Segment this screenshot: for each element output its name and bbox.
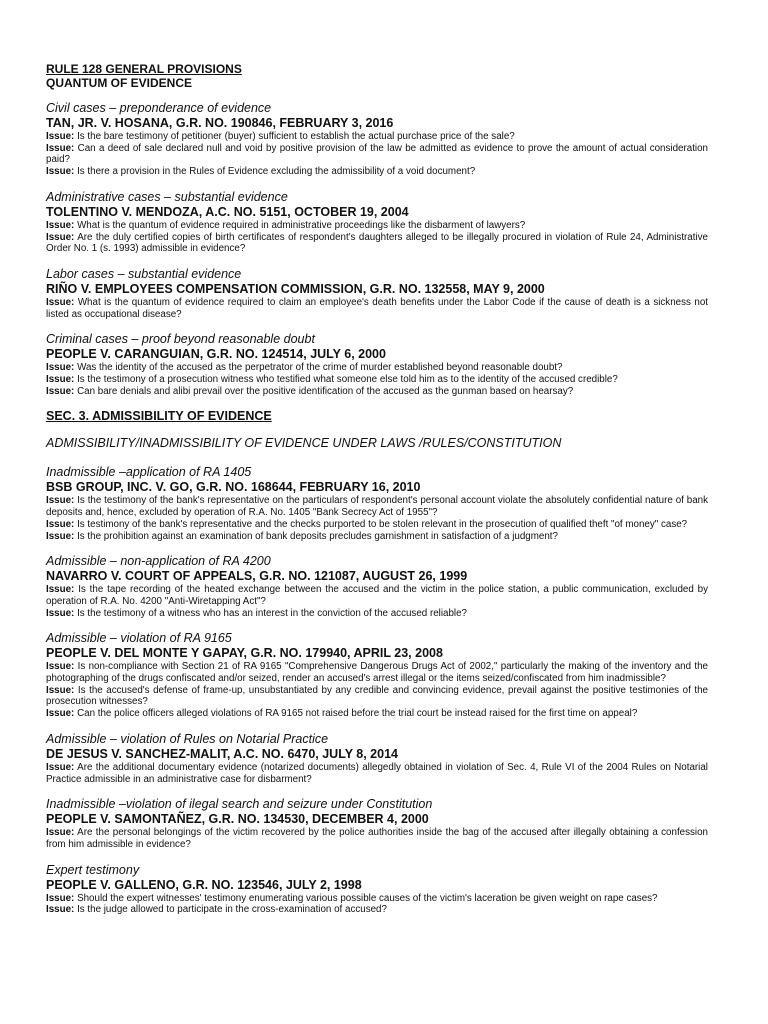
case-title: DE JESUS V. SANCHEZ-MALIT, A.C. NO. 6470, JULY 8, 2014 [46,746,398,761]
case-title: TOLENTINO V. MENDOZA, A.C. NO. 5151, OCTOBER 19, 2004 [46,204,409,219]
case-title: PEOPLE V. SAMONTAÑEZ, G.R. NO. 134530, DECEMBER 4, 2000 [46,812,429,827]
case-category: Admissible – violation of Rules on Notarial Practice [46,731,329,746]
case-title: PEOPLE V. GALLENO, G.R. NO. 123546, JULY 2, 1998 [46,877,362,892]
admissibility-section [46,465,708,916]
issue-label: Issue: [46,827,75,839]
case-entry [46,863,708,916]
case-category: Administrative cases – substantial evidence [46,189,288,204]
case-entry [46,797,708,850]
case-category: Admissible – violation of RA 9165 [46,631,232,646]
issue-label: Issue: [46,761,75,773]
issue-text: Are the personal belongings of the victim recovered by the police authorities inside the bag of the accused after illegally obtaining a confession from him admissible in evidence? [46,827,708,850]
case-title: NAVARRO V. COURT OF APPEALS, G.R. NO. 121087, AUGUST 26, 1999 [46,569,468,584]
case-issue [46,708,708,720]
issue-text: Is the judge allowed to participate in the cross-examination of accused? [77,904,387,916]
case-issue [46,143,708,166]
case-category: Criminal cases – proof beyond reasonable doubt [46,332,315,347]
issue-text: Is the accused's defense of frame-up, unsubstantiated by any credible and convincing evidence, prevail against the positive testimonies of the prosecution witnesses? [46,684,708,708]
issue-label: Issue: [46,904,75,916]
issue-text: Was the identity of the accused as the perpetrator of the crime of murder established beyond reasonable doubt? [77,362,563,374]
issue-label: Issue: [46,385,75,397]
case-entry [46,332,708,397]
case-title: TAN, JR. V. HOSANA, G.R. NO. 190846, FEBRUARY 3, 2016 [46,116,394,130]
case-issue [46,531,708,543]
case-title: PEOPLE V. CARANGUIAN, G.R. NO. 124514, JULY 6, 2000 [46,347,386,362]
case-category: Inadmissible –violation of ilegal search and seizure under Constitution [46,797,433,812]
section-subheading: ADMISSIBILITY/INADMISSIBILITY OF EVIDENCE UNDER LAWS /RULES/CONSTITUTION [46,436,562,451]
issue-label: Issue: [46,661,75,673]
issue-text: Is the tape recording of the heated exchange between the accused and the victim in the police station, a public communication, excluded by operation of R.A. No. 4200 "Anti-Wiretapping Act"? [46,584,708,607]
case-category: Admissible – non-application of RA 4200 [46,554,271,569]
case-issue [46,297,708,320]
issue-label: Issue: [46,684,75,696]
case-category: Civil cases – preponderance of evidence [46,101,272,115]
case-category: Expert testimony [46,862,140,877]
issue-text: Is testimony of the bank's representative and the checks purported to be stolen relevant in the prosecution of qualified theft "of money" case? [77,518,688,530]
issue-label: Issue: [46,495,75,507]
case-issue [46,762,708,785]
case-title: BSB GROUP, INC. V. GO, G.R. NO. 168644, FEBRUARY 16, 2010 [46,480,421,495]
case-issue [46,374,708,386]
issue-label: Issue: [46,374,75,386]
section-heading: SEC. 3. ADMISSIBILITY OF EVIDENCE [46,409,272,424]
issue-text: What is the quantum of evidence required to claim an employee's death benefits under the Labor Code if the cause of death is a sickness not listed as occupational disease? [46,296,708,320]
issue-text: Is there a provision in the Rules of Evidence excluding the admissibility of a void document? [77,166,476,178]
issue-label: Issue: [46,142,75,154]
issue-label: Issue: [46,166,75,178]
case-issue [46,608,708,620]
case-category: Labor cases – substantial evidence [46,266,242,281]
rule-subheading: QUANTUM OF EVIDENCE [46,76,193,90]
issue-label: Issue: [46,518,75,530]
case-issue [46,893,708,905]
issue-text: Should the expert witnesses' testimony enumerating various possible causes of the victim's laceration be given weight on rape cases? [77,892,658,904]
case-entry [46,190,708,255]
case-issue [46,519,708,531]
case-issue [46,131,708,143]
case-issue [46,495,708,518]
case-entry [46,554,708,619]
issue-text: Is the testimony of a witness who has an interest in the conviction of the accused reliable? [77,607,467,619]
case-issue [46,904,708,916]
issue-label: Issue: [46,892,75,904]
issue-label: Issue: [46,131,75,142]
quantum-of-evidence-section [46,101,708,397]
case-issue [46,685,708,708]
issue-text: Is the testimony of a prosecution witness who testified what someone else told him as to the identity of the accused credible? [77,374,618,386]
rule-heading: RULE 128 GENERAL PROVISIONS [46,62,242,76]
document-page [46,62,708,928]
case-issue [46,386,708,398]
issue-label: Issue: [46,231,75,243]
issue-label: Issue: [46,296,75,308]
case-issue [46,362,708,374]
case-title: RIÑO V. EMPLOYEES COMPENSATION COMMISSION, G.R. NO. 132558, MAY 9, 2000 [46,281,545,296]
case-entry [46,101,708,178]
issue-label: Issue: [46,530,75,542]
issue-label: Issue: [46,584,75,596]
case-issue [46,661,708,684]
issue-text: Is non-compliance with Section 21 of RA 9165 "Comprehensive Dangerous Drugs Act of 2002," particularly the making of the inventory and the photographing of the drugs confiscated and/or seized, render an accused's arrest illegal or the items seized/confiscated from him inadmissible? [46,661,708,685]
case-title: PEOPLE V. DEL MONTE Y GAPAY, G.R. NO. 179940, APRIL 23, 2008 [46,646,443,661]
case-issue [46,232,708,255]
case-issue [46,827,708,850]
case-issue [46,584,708,607]
issue-label: Issue: [46,708,75,720]
issue-text: Is the prohibition against an examination of bank deposits precludes garnishment in satisfaction of a judgment? [77,530,558,542]
issue-text: Can bare denials and alibi prevail over the positive identification of the accused as the gunman based on hearsay? [77,385,574,397]
case-entry [46,631,708,720]
case-entry [46,267,708,320]
case-issue [46,220,708,232]
case-entry [46,732,708,785]
issue-text: Can the police officers alleged violations of RA 9165 not raised before the trial court be instead raised for the first time on appeal? [77,708,638,720]
issue-text: Are the additional documentary evidence (notarized documents) allegedly obtained in violation of Sec. 4, Rule VI of the 2004 Rules on Notarial Practice admissible in an administrative case for disbarment? [46,761,708,785]
issue-text: Is the bare testimony of petitioner (buyer) sufficient to establish the actual purchase price of the sale? [77,131,515,142]
issue-label: Issue: [46,219,75,231]
issue-text: What is the quantum of evidence required in administrative proceedings like the disbarment of lawyers? [77,219,526,231]
case-entry [46,465,708,542]
issue-text: Is the testimony of the bank's representative on the particulars of respondent's personal account violate the absolutely confidential nature of bank deposits and, hence, excluded by operation of R.A. No. 1405 "Bank Secrecy Act of 1955"? [46,495,708,519]
issue-text: Can a deed of sale declared null and void by positive provision of the law be admitted as evidence to prove the amount of actual consideration paid? [46,142,708,166]
case-issue [46,166,708,178]
issue-text: Are the duly certified copies of birth certificates of respondent's daughters alleged to be illegally procured in violation of Rule 24, Administrative Order No. 1 (s. 1993) admissible in evidence? [46,231,709,255]
issue-label: Issue: [46,362,75,374]
case-category: Inadmissible –application of RA 1405 [46,465,252,480]
issue-label: Issue: [46,607,75,619]
